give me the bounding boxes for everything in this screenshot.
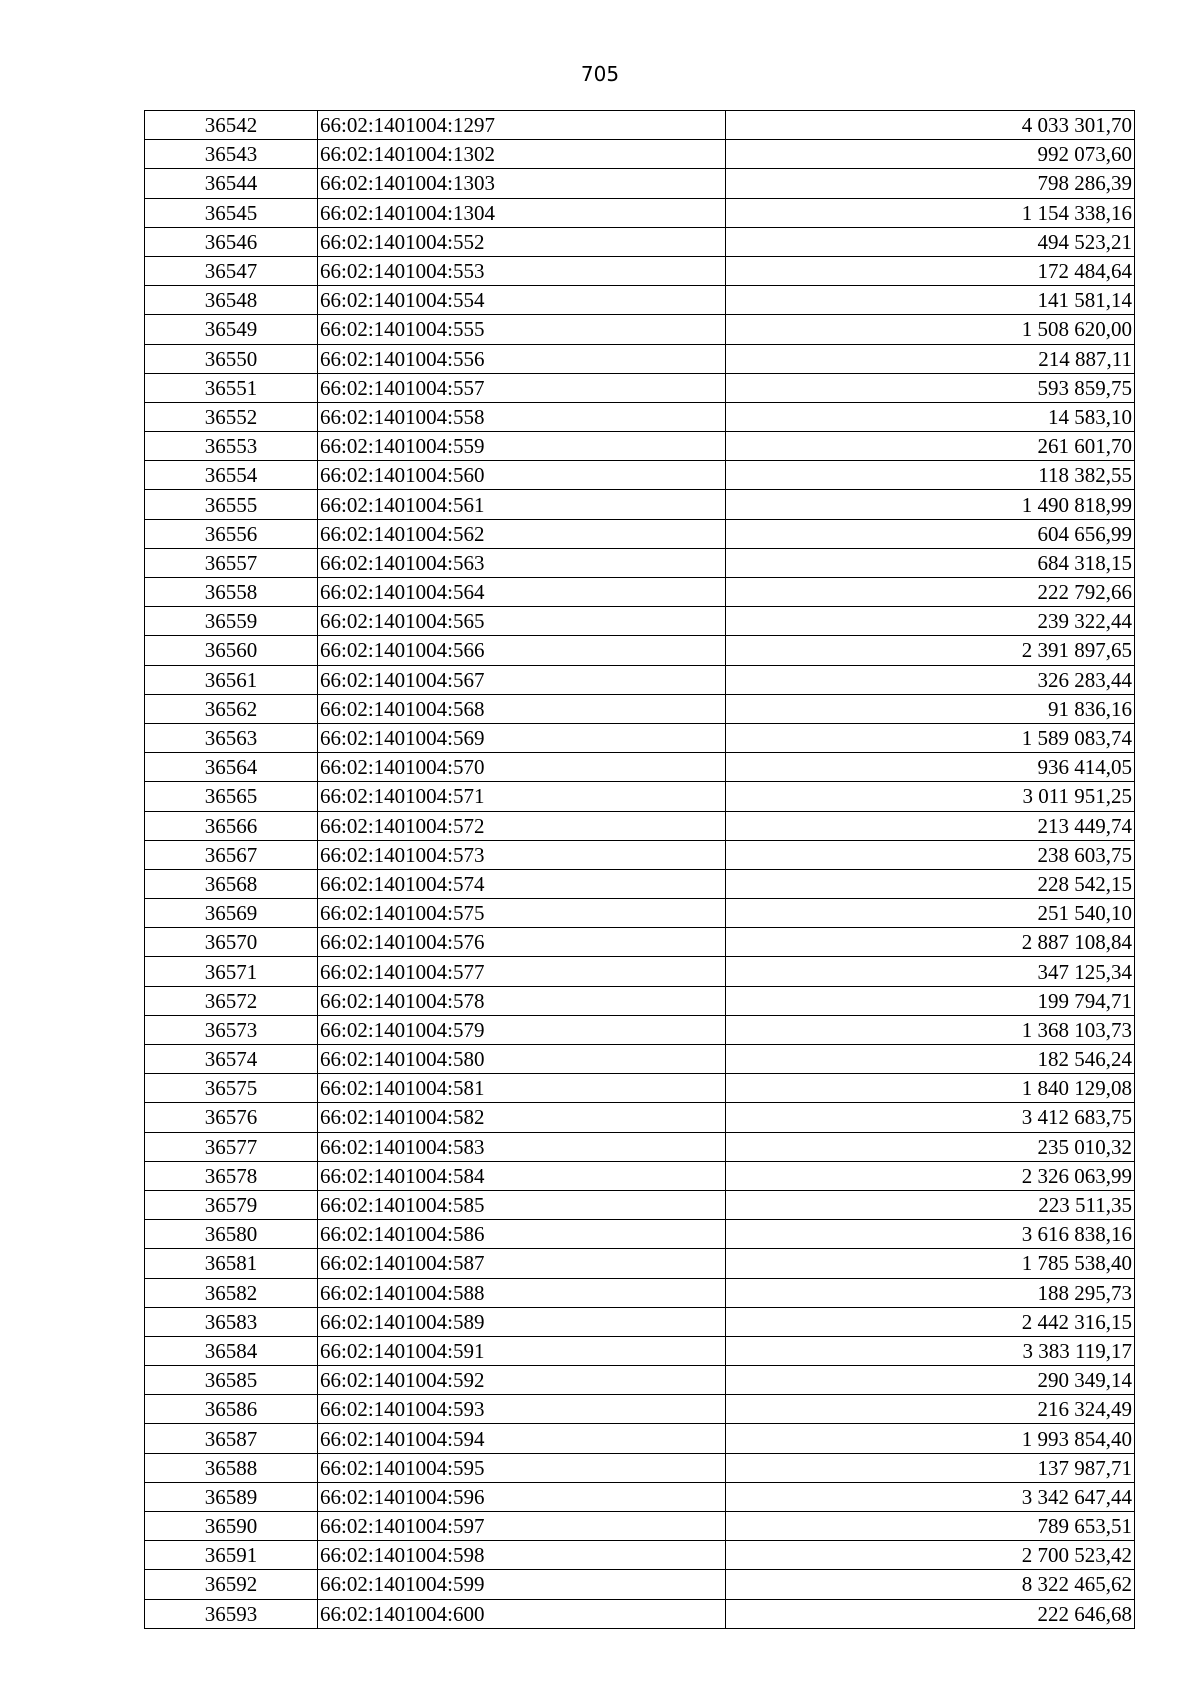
cadastral-number-cell: 66:02:1401004:598 — [318, 1541, 726, 1570]
cadastral-number-cell: 66:02:1401004:562 — [318, 519, 726, 548]
table-row — [145, 1570, 1135, 1599]
row-number-cell: 36551 — [145, 373, 318, 402]
cadastral-value-cell: 290 349,14 — [726, 1366, 1135, 1395]
cadastral-number-cell: 66:02:1401004:571 — [318, 782, 726, 811]
table-row — [145, 1132, 1135, 1161]
row-number-cell: 36564 — [145, 753, 318, 782]
cadastral-value-cell: 326 283,44 — [726, 665, 1135, 694]
cadastral-value-cell: 494 523,21 — [726, 227, 1135, 256]
cadastral-number-cell: 66:02:1401004:586 — [318, 1220, 726, 1249]
cadastral-value-cell: 2 887 108,84 — [726, 928, 1135, 957]
table-row — [145, 1541, 1135, 1570]
row-number-cell: 36542 — [145, 111, 318, 140]
cadastral-number-cell: 66:02:1401004:557 — [318, 373, 726, 402]
cadastral-value-cell: 1 368 103,73 — [726, 1015, 1135, 1044]
row-number-cell: 36583 — [145, 1307, 318, 1336]
cadastral-number-cell: 66:02:1401004:579 — [318, 1015, 726, 1044]
cadastral-value-cell: 3 383 119,17 — [726, 1336, 1135, 1365]
cadastral-value-cell: 14 583,10 — [726, 402, 1135, 431]
row-number-cell: 36593 — [145, 1599, 318, 1628]
cadastral-value-cell: 238 603,75 — [726, 840, 1135, 869]
cadastral-value-cell: 216 324,49 — [726, 1395, 1135, 1424]
table-row — [145, 1220, 1135, 1249]
cadastral-value-cell: 2 442 316,15 — [726, 1307, 1135, 1336]
cadastral-number-cell: 66:02:1401004:597 — [318, 1512, 726, 1541]
row-number-cell: 36555 — [145, 490, 318, 519]
row-number-cell: 36586 — [145, 1395, 318, 1424]
cadastral-number-cell: 66:02:1401004:563 — [318, 548, 726, 577]
cadastral-number-cell: 66:02:1401004:565 — [318, 607, 726, 636]
cadastral-number-cell: 66:02:1401004:561 — [318, 490, 726, 519]
table-row — [145, 1599, 1135, 1628]
row-number-cell: 36549 — [145, 315, 318, 344]
row-number-cell: 36587 — [145, 1424, 318, 1453]
cadastral-number-cell: 66:02:1401004:582 — [318, 1103, 726, 1132]
table-row — [145, 256, 1135, 285]
row-number-cell: 36578 — [145, 1161, 318, 1190]
cadastral-value-cell: 604 656,99 — [726, 519, 1135, 548]
table-row — [145, 723, 1135, 752]
row-number-cell: 36590 — [145, 1512, 318, 1541]
cadastral-value-cell: 141 581,14 — [726, 286, 1135, 315]
cadastral-number-cell: 66:02:1401004:570 — [318, 753, 726, 782]
row-number-cell: 36582 — [145, 1278, 318, 1307]
cadastral-number-cell: 66:02:1401004:580 — [318, 1045, 726, 1074]
cadastral-value-cell: 1 993 854,40 — [726, 1424, 1135, 1453]
table-row — [145, 840, 1135, 869]
cadastral-value-cell: 684 318,15 — [726, 548, 1135, 577]
cadastral-value-cell: 798 286,39 — [726, 169, 1135, 198]
cadastral-number-cell: 66:02:1401004:591 — [318, 1336, 726, 1365]
row-number-cell: 36545 — [145, 198, 318, 227]
table-row — [145, 402, 1135, 431]
table-row — [145, 665, 1135, 694]
table-row — [145, 1307, 1135, 1336]
cadastral-number-cell: 66:02:1401004:564 — [318, 578, 726, 607]
row-number-cell: 36584 — [145, 1336, 318, 1365]
row-number-cell: 36556 — [145, 519, 318, 548]
cadastral-value-cell: 2 700 523,42 — [726, 1541, 1135, 1570]
table-row — [145, 1482, 1135, 1511]
cadastral-number-cell: 66:02:1401004:600 — [318, 1599, 726, 1628]
row-number-cell: 36559 — [145, 607, 318, 636]
cadastral-value-cell: 3 412 683,75 — [726, 1103, 1135, 1132]
row-number-cell: 36575 — [145, 1074, 318, 1103]
row-number-cell: 36547 — [145, 256, 318, 285]
cadastral-number-cell: 66:02:1401004:577 — [318, 957, 726, 986]
cadastral-value-cell: 789 653,51 — [726, 1512, 1135, 1541]
table-row — [145, 432, 1135, 461]
cadastral-number-cell: 66:02:1401004:594 — [318, 1424, 726, 1453]
table-body — [145, 111, 1135, 1629]
row-number-cell: 36562 — [145, 694, 318, 723]
row-number-cell: 36553 — [145, 432, 318, 461]
cadastral-number-cell: 66:02:1401004:575 — [318, 899, 726, 928]
table-row — [145, 1103, 1135, 1132]
table-row — [145, 315, 1135, 344]
row-number-cell: 36588 — [145, 1453, 318, 1482]
row-number-cell: 36581 — [145, 1249, 318, 1278]
row-number-cell: 36557 — [145, 548, 318, 577]
table-row — [145, 811, 1135, 840]
cadastral-number-cell: 66:02:1401004:559 — [318, 432, 726, 461]
cadastral-value-table — [144, 110, 1135, 1629]
table-row — [145, 548, 1135, 577]
row-number-cell: 36550 — [145, 344, 318, 373]
cadastral-number-cell: 66:02:1401004:585 — [318, 1190, 726, 1219]
table-row — [145, 1336, 1135, 1365]
table-row — [145, 490, 1135, 519]
table-row — [145, 694, 1135, 723]
table-row — [145, 519, 1135, 548]
table-row — [145, 286, 1135, 315]
cadastral-number-cell: 66:02:1401004:578 — [318, 986, 726, 1015]
cadastral-value-cell: 2 391 897,65 — [726, 636, 1135, 665]
row-number-cell: 36554 — [145, 461, 318, 490]
cadastral-value-cell: 347 125,34 — [726, 957, 1135, 986]
row-number-cell: 36560 — [145, 636, 318, 665]
row-number-cell: 36569 — [145, 899, 318, 928]
cadastral-number-cell: 66:02:1401004:581 — [318, 1074, 726, 1103]
cadastral-number-cell: 66:02:1401004:553 — [318, 256, 726, 285]
cadastral-number-cell: 66:02:1401004:569 — [318, 723, 726, 752]
table-row — [145, 1366, 1135, 1395]
cadastral-value-cell: 1 840 129,08 — [726, 1074, 1135, 1103]
row-number-cell: 36565 — [145, 782, 318, 811]
row-number-cell: 36543 — [145, 140, 318, 169]
cadastral-value-cell: 1 589 083,74 — [726, 723, 1135, 752]
table-row — [145, 1161, 1135, 1190]
cadastral-value-cell: 182 546,24 — [726, 1045, 1135, 1074]
table-row — [145, 1074, 1135, 1103]
row-number-cell: 36576 — [145, 1103, 318, 1132]
row-number-cell: 36591 — [145, 1541, 318, 1570]
cadastral-value-cell: 261 601,70 — [726, 432, 1135, 461]
table-row — [145, 636, 1135, 665]
cadastral-value-cell: 239 322,44 — [726, 607, 1135, 636]
table-row — [145, 1190, 1135, 1219]
cadastral-value-cell: 235 010,32 — [726, 1132, 1135, 1161]
table-row — [145, 1249, 1135, 1278]
table-row — [145, 1278, 1135, 1307]
table-row — [145, 140, 1135, 169]
row-number-cell: 36570 — [145, 928, 318, 957]
cadastral-value-cell: 214 887,11 — [726, 344, 1135, 373]
table-row — [145, 1512, 1135, 1541]
cadastral-value-cell: 2 326 063,99 — [726, 1161, 1135, 1190]
page-number: 705 — [580, 62, 620, 86]
table-row — [145, 169, 1135, 198]
cadastral-value-cell: 936 414,05 — [726, 753, 1135, 782]
row-number-cell: 36561 — [145, 665, 318, 694]
cadastral-value-cell: 3 011 951,25 — [726, 782, 1135, 811]
table-row — [145, 1424, 1135, 1453]
row-number-cell: 36589 — [145, 1482, 318, 1511]
cadastral-value-cell: 91 836,16 — [726, 694, 1135, 723]
cadastral-number-cell: 66:02:1401004:583 — [318, 1132, 726, 1161]
row-number-cell: 36574 — [145, 1045, 318, 1074]
cadastral-number-cell: 66:02:1401004:589 — [318, 1307, 726, 1336]
cadastral-value-cell: 172 484,64 — [726, 256, 1135, 285]
cadastral-number-cell: 66:02:1401004:560 — [318, 461, 726, 490]
cadastral-number-cell: 66:02:1401004:1304 — [318, 198, 726, 227]
cadastral-value-cell: 1 785 538,40 — [726, 1249, 1135, 1278]
cadastral-value-cell: 251 540,10 — [726, 899, 1135, 928]
cadastral-number-cell: 66:02:1401004:1297 — [318, 111, 726, 140]
cadastral-value-cell: 593 859,75 — [726, 373, 1135, 402]
row-number-cell: 36579 — [145, 1190, 318, 1219]
cadastral-value-cell: 222 792,66 — [726, 578, 1135, 607]
cadastral-number-cell: 66:02:1401004:574 — [318, 869, 726, 898]
cadastral-number-cell: 66:02:1401004:556 — [318, 344, 726, 373]
cadastral-value-cell: 8 322 465,62 — [726, 1570, 1135, 1599]
table-row — [145, 227, 1135, 256]
cadastral-number-cell: 66:02:1401004:596 — [318, 1482, 726, 1511]
cadastral-value-cell: 4 033 301,70 — [726, 111, 1135, 140]
cadastral-value-cell: 199 794,71 — [726, 986, 1135, 1015]
table-row — [145, 928, 1135, 957]
table-row — [145, 1395, 1135, 1424]
cadastral-number-cell: 66:02:1401004:588 — [318, 1278, 726, 1307]
table-row — [145, 986, 1135, 1015]
row-number-cell: 36573 — [145, 1015, 318, 1044]
table-row — [145, 957, 1135, 986]
cadastral-value-cell: 228 542,15 — [726, 869, 1135, 898]
row-number-cell: 36567 — [145, 840, 318, 869]
cadastral-value-cell: 3 616 838,16 — [726, 1220, 1135, 1249]
table-row — [145, 578, 1135, 607]
table-row — [145, 869, 1135, 898]
cadastral-number-cell: 66:02:1401004:558 — [318, 402, 726, 431]
table-row — [145, 461, 1135, 490]
cadastral-value-cell: 3 342 647,44 — [726, 1482, 1135, 1511]
cadastral-number-cell: 66:02:1401004:568 — [318, 694, 726, 723]
cadastral-value-cell: 1 508 620,00 — [726, 315, 1135, 344]
cadastral-number-cell: 66:02:1401004:599 — [318, 1570, 726, 1599]
cadastral-number-cell: 66:02:1401004:572 — [318, 811, 726, 840]
cadastral-number-cell: 66:02:1401004:554 — [318, 286, 726, 315]
table-row — [145, 607, 1135, 636]
cadastral-number-cell: 66:02:1401004:566 — [318, 636, 726, 665]
row-number-cell: 36563 — [145, 723, 318, 752]
table-row — [145, 111, 1135, 140]
row-number-cell: 36566 — [145, 811, 318, 840]
table-row — [145, 899, 1135, 928]
cadastral-value-cell: 223 511,35 — [726, 1190, 1135, 1219]
table-row — [145, 1015, 1135, 1044]
table-row — [145, 373, 1135, 402]
cadastral-number-cell: 66:02:1401004:593 — [318, 1395, 726, 1424]
row-number-cell: 36571 — [145, 957, 318, 986]
table-row — [145, 198, 1135, 227]
cadastral-value-cell: 992 073,60 — [726, 140, 1135, 169]
cadastral-number-cell: 66:02:1401004:1303 — [318, 169, 726, 198]
row-number-cell: 36558 — [145, 578, 318, 607]
row-number-cell: 36577 — [145, 1132, 318, 1161]
row-number-cell: 36580 — [145, 1220, 318, 1249]
cadastral-number-cell: 66:02:1401004:552 — [318, 227, 726, 256]
row-number-cell: 36592 — [145, 1570, 318, 1599]
table-row — [145, 1453, 1135, 1482]
cadastral-number-cell: 66:02:1401004:573 — [318, 840, 726, 869]
cadastral-number-cell: 66:02:1401004:595 — [318, 1453, 726, 1482]
row-number-cell: 36544 — [145, 169, 318, 198]
cadastral-number-cell: 66:02:1401004:587 — [318, 1249, 726, 1278]
cadastral-number-cell: 66:02:1401004:1302 — [318, 140, 726, 169]
cadastral-value-cell: 118 382,55 — [726, 461, 1135, 490]
cadastral-value-cell: 137 987,71 — [726, 1453, 1135, 1482]
row-number-cell: 36568 — [145, 869, 318, 898]
cadastral-value-cell: 1 154 338,16 — [726, 198, 1135, 227]
cadastral-value-cell: 213 449,74 — [726, 811, 1135, 840]
cadastral-number-cell: 66:02:1401004:576 — [318, 928, 726, 957]
table-row — [145, 1045, 1135, 1074]
table-row — [145, 344, 1135, 373]
row-number-cell: 36546 — [145, 227, 318, 256]
cadastral-number-cell: 66:02:1401004:584 — [318, 1161, 726, 1190]
cadastral-value-cell: 222 646,68 — [726, 1599, 1135, 1628]
cadastral-value-cell: 188 295,73 — [726, 1278, 1135, 1307]
cadastral-value-cell: 1 490 818,99 — [726, 490, 1135, 519]
table-row — [145, 782, 1135, 811]
cadastral-number-cell: 66:02:1401004:555 — [318, 315, 726, 344]
row-number-cell: 36572 — [145, 986, 318, 1015]
table-row — [145, 753, 1135, 782]
cadastral-number-cell: 66:02:1401004:592 — [318, 1366, 726, 1395]
cadastral-number-cell: 66:02:1401004:567 — [318, 665, 726, 694]
row-number-cell: 36548 — [145, 286, 318, 315]
row-number-cell: 36552 — [145, 402, 318, 431]
row-number-cell: 36585 — [145, 1366, 318, 1395]
